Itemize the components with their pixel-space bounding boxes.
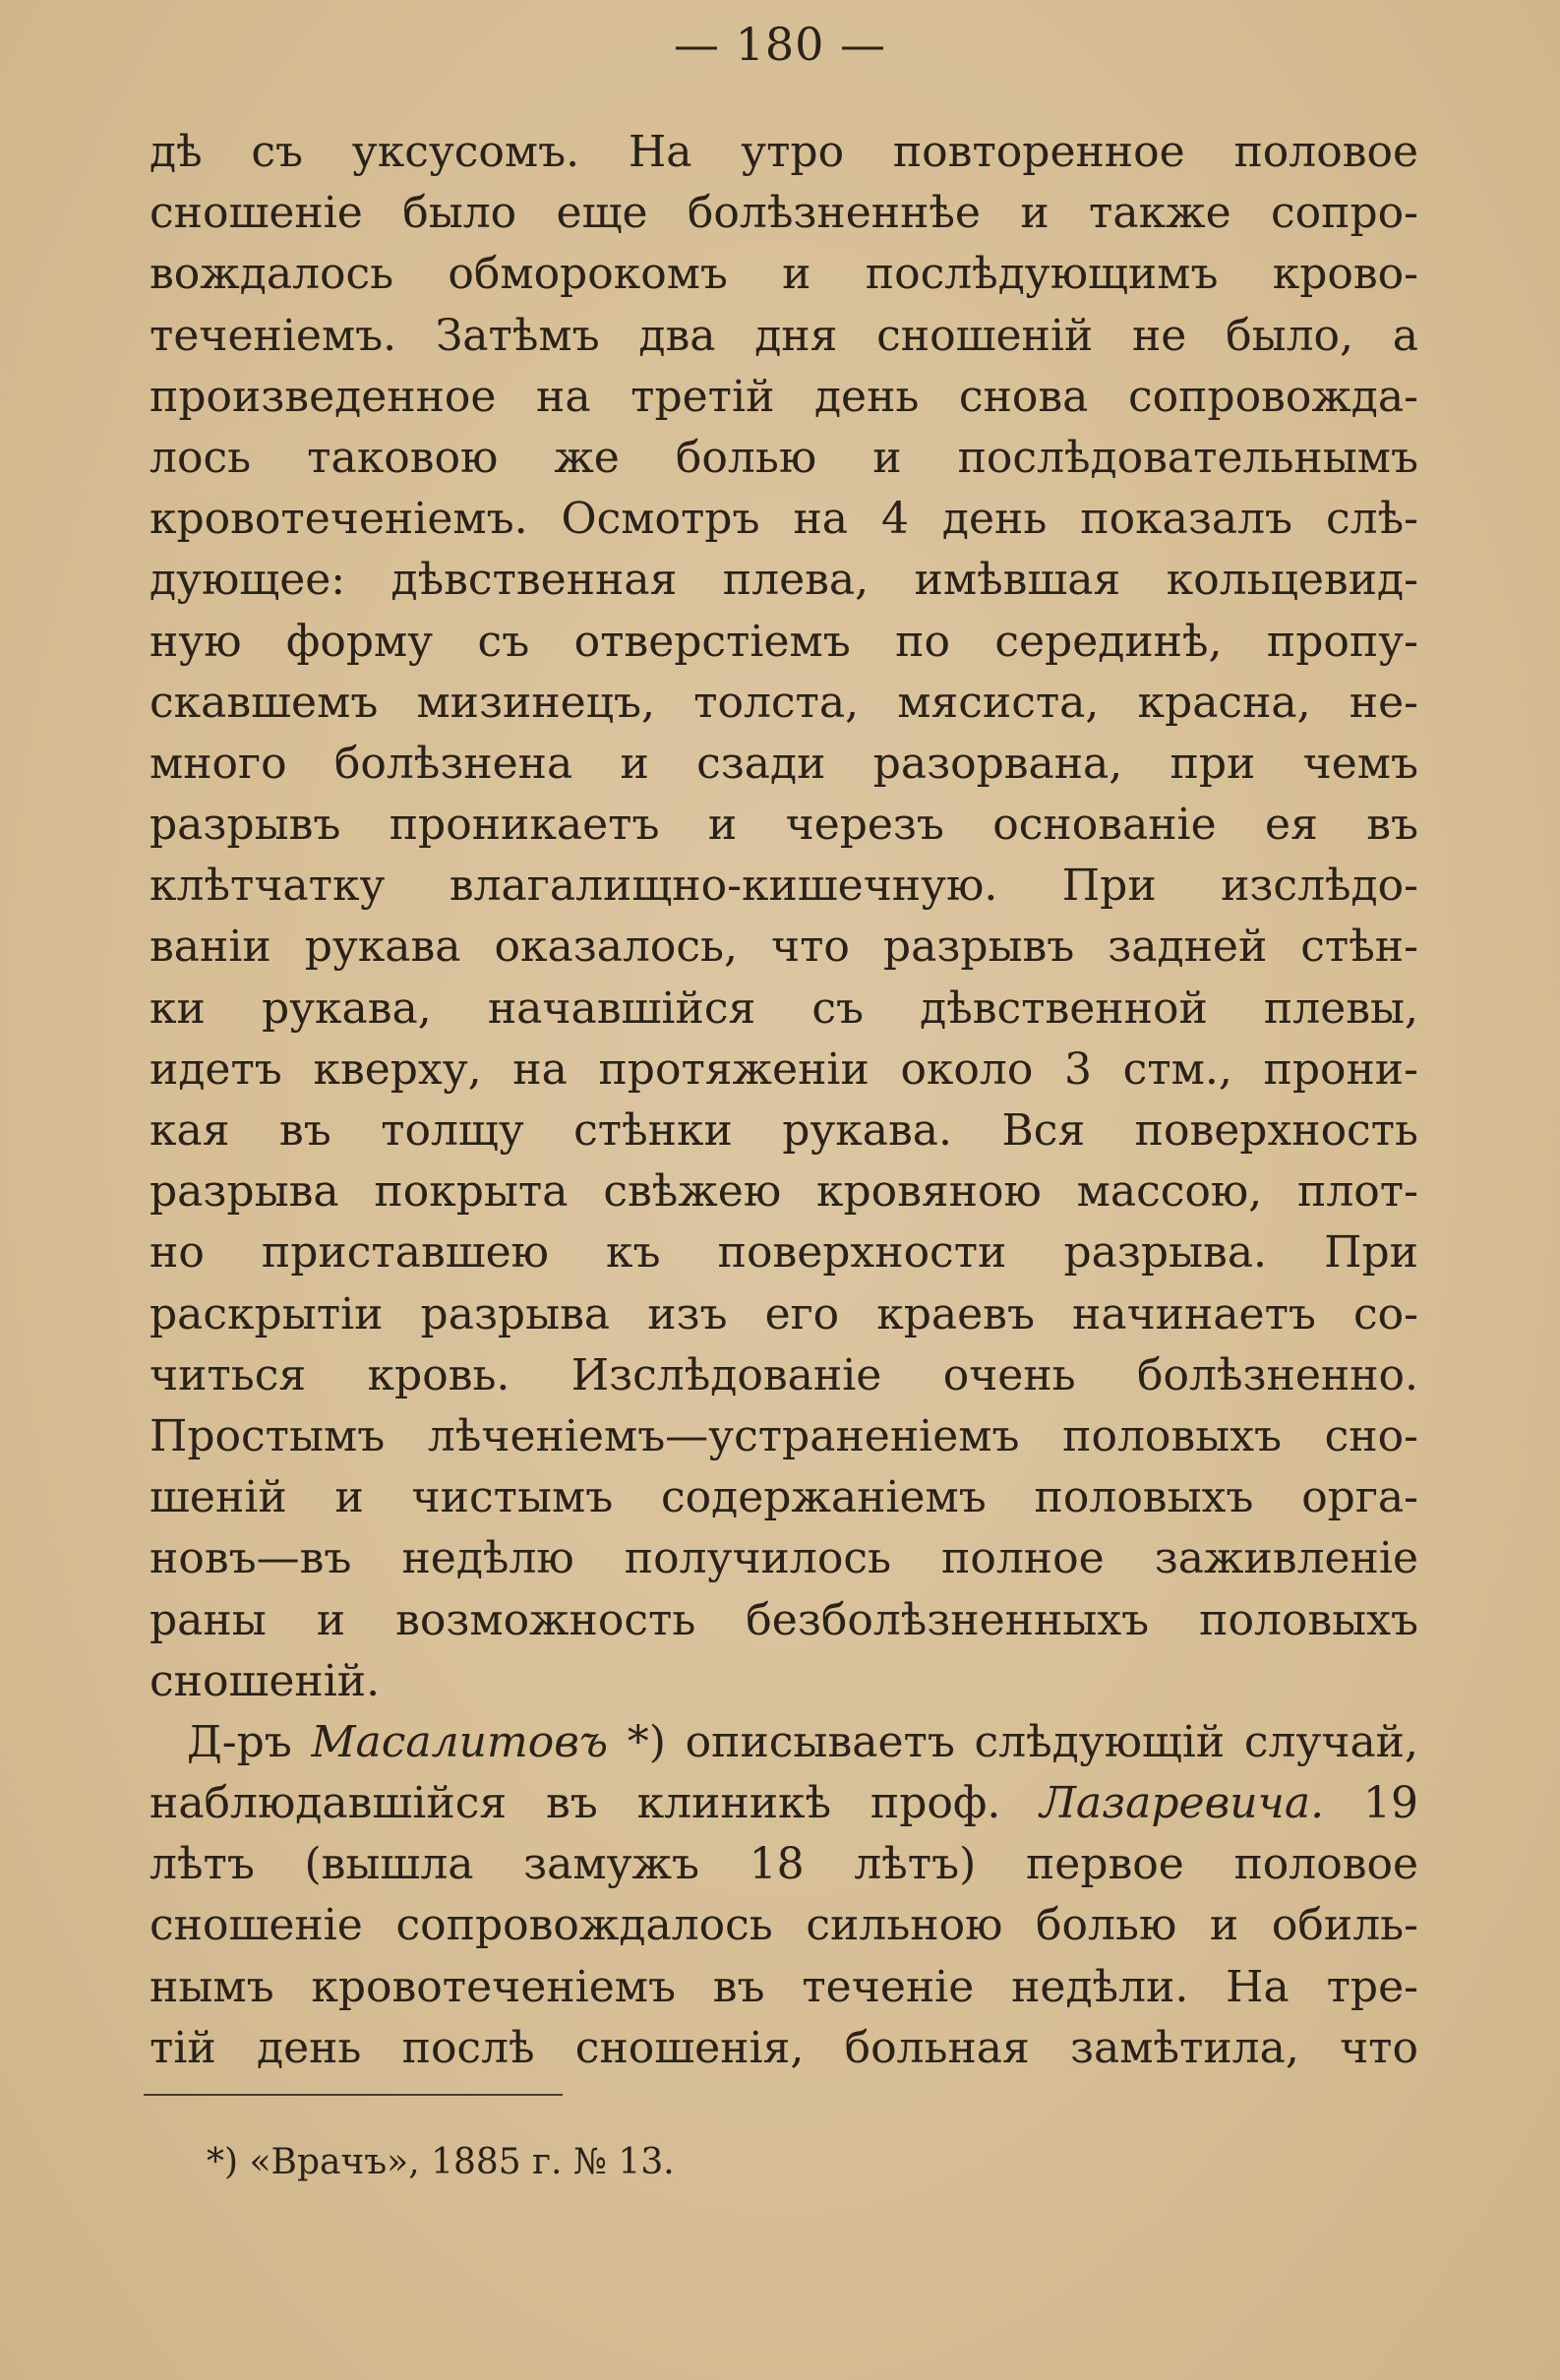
- footnote: *) «Врачъ», 1885 г. № 13.: [207, 2142, 675, 2182]
- text-fragment: *) описываетъ слѣдующій случай,: [608, 1716, 1418, 1767]
- text-line: читься кровь. Изслѣдованіе очень болѣзненно.: [150, 1349, 1418, 1400]
- footnote-divider: [144, 2094, 563, 2096]
- text-line: лѣтъ (вышла замужъ 18 лѣтъ) первое половое: [150, 1839, 1418, 1890]
- text-line: новъ—въ недѣлю получилось полное заживленіе: [150, 1533, 1418, 1584]
- text-line: ную форму съ отверстіемъ по серединѣ, пропу-: [150, 616, 1418, 667]
- text-fragment: наблюдавшійся въ клиникѣ проф.: [150, 1778, 1041, 1829]
- text-line: но приставшею къ поверхности разрыва. При: [150, 1227, 1418, 1279]
- text-line: идетъ кверху, на протяженіи около 3 стм., прони-: [150, 1043, 1418, 1095]
- text-line: ваніи рукава оказалось, что разрывъ задней стѣн-: [150, 922, 1418, 973]
- text-line: раскрытіи разрыва изъ его краевъ начинаетъ со-: [150, 1288, 1418, 1339]
- text-line: дующее: дѣвственная плева, имѣвшая кольцевид-: [150, 555, 1418, 606]
- text-line: клѣтчатку влагалищно-кишечную. При изслѣдо-: [150, 861, 1418, 912]
- text-line: нымъ кровотеченіемъ въ теченіе недѣли. На тре-: [150, 1961, 1418, 2012]
- text-line: лось таковою же болью и послѣдовательнымъ: [150, 432, 1418, 483]
- paragraph-2-line-2: [150, 1773, 1418, 1834]
- text-line: шеній и чистымъ содержаніемъ половыхъ орга-: [150, 1472, 1418, 1523]
- text-fragment: 19: [1324, 1778, 1418, 1829]
- text-line: дѣ съ уксусомъ. На утро повторенное половое: [150, 127, 1418, 177]
- page-number: — 180 —: [673, 18, 887, 71]
- paragraph-2-line-1: [150, 1712, 1418, 1773]
- author-name-masalitov: Масалитовъ: [311, 1716, 609, 1767]
- body-text: [150, 122, 1418, 2079]
- text-line-paragraph-end: сношеній.: [150, 1655, 381, 1706]
- text-line: разрывъ проникаетъ и черезъ основаніе ея въ: [150, 800, 1418, 851]
- text-line: кая въ толщу стѣнки рукава. Вся поверхность: [150, 1105, 1418, 1156]
- text-fragment: Д-ръ: [187, 1716, 312, 1767]
- text-line: тій день послѣ сношенія, больная замѣтила, что: [150, 2022, 1418, 2073]
- author-name-lazarevich: Лазаревича.: [1040, 1778, 1325, 1829]
- text-line: ки рукава, начавшійся съ дѣвственной плевы,: [150, 982, 1418, 1034]
- text-line: скавшемъ мизинецъ, толста, мясиста, красна, не-: [150, 677, 1418, 728]
- text-line: произведенное на третій день снова сопровожда-: [150, 371, 1418, 422]
- text-line: разрыва покрыта свѣжею кровяною массою, плот-: [150, 1166, 1418, 1218]
- text-line: кровотеченіемъ. Осмотръ на 4 день показалъ слѣ-: [150, 494, 1418, 545]
- text-line: Простымъ лѣченіемъ—устраненіемъ половыхъ сно-: [150, 1410, 1418, 1461]
- text-line: теченіемъ. Затѣмъ два дня сношеній не было, а: [150, 310, 1418, 361]
- text-line: раны и возможность безболѣзненныхъ половыхъ: [150, 1594, 1418, 1645]
- text-line: много болѣзнена и сзади разорвана, при чемъ: [150, 738, 1418, 789]
- text-line: сношеніе сопровождалось сильною болью и обиль-: [150, 1900, 1418, 1951]
- text-line: сношеніе было еще болѣзненнѣе и также сопро-: [150, 188, 1418, 239]
- text-line: вождалось обморокомъ и послѣдующимъ крово-: [150, 249, 1418, 300]
